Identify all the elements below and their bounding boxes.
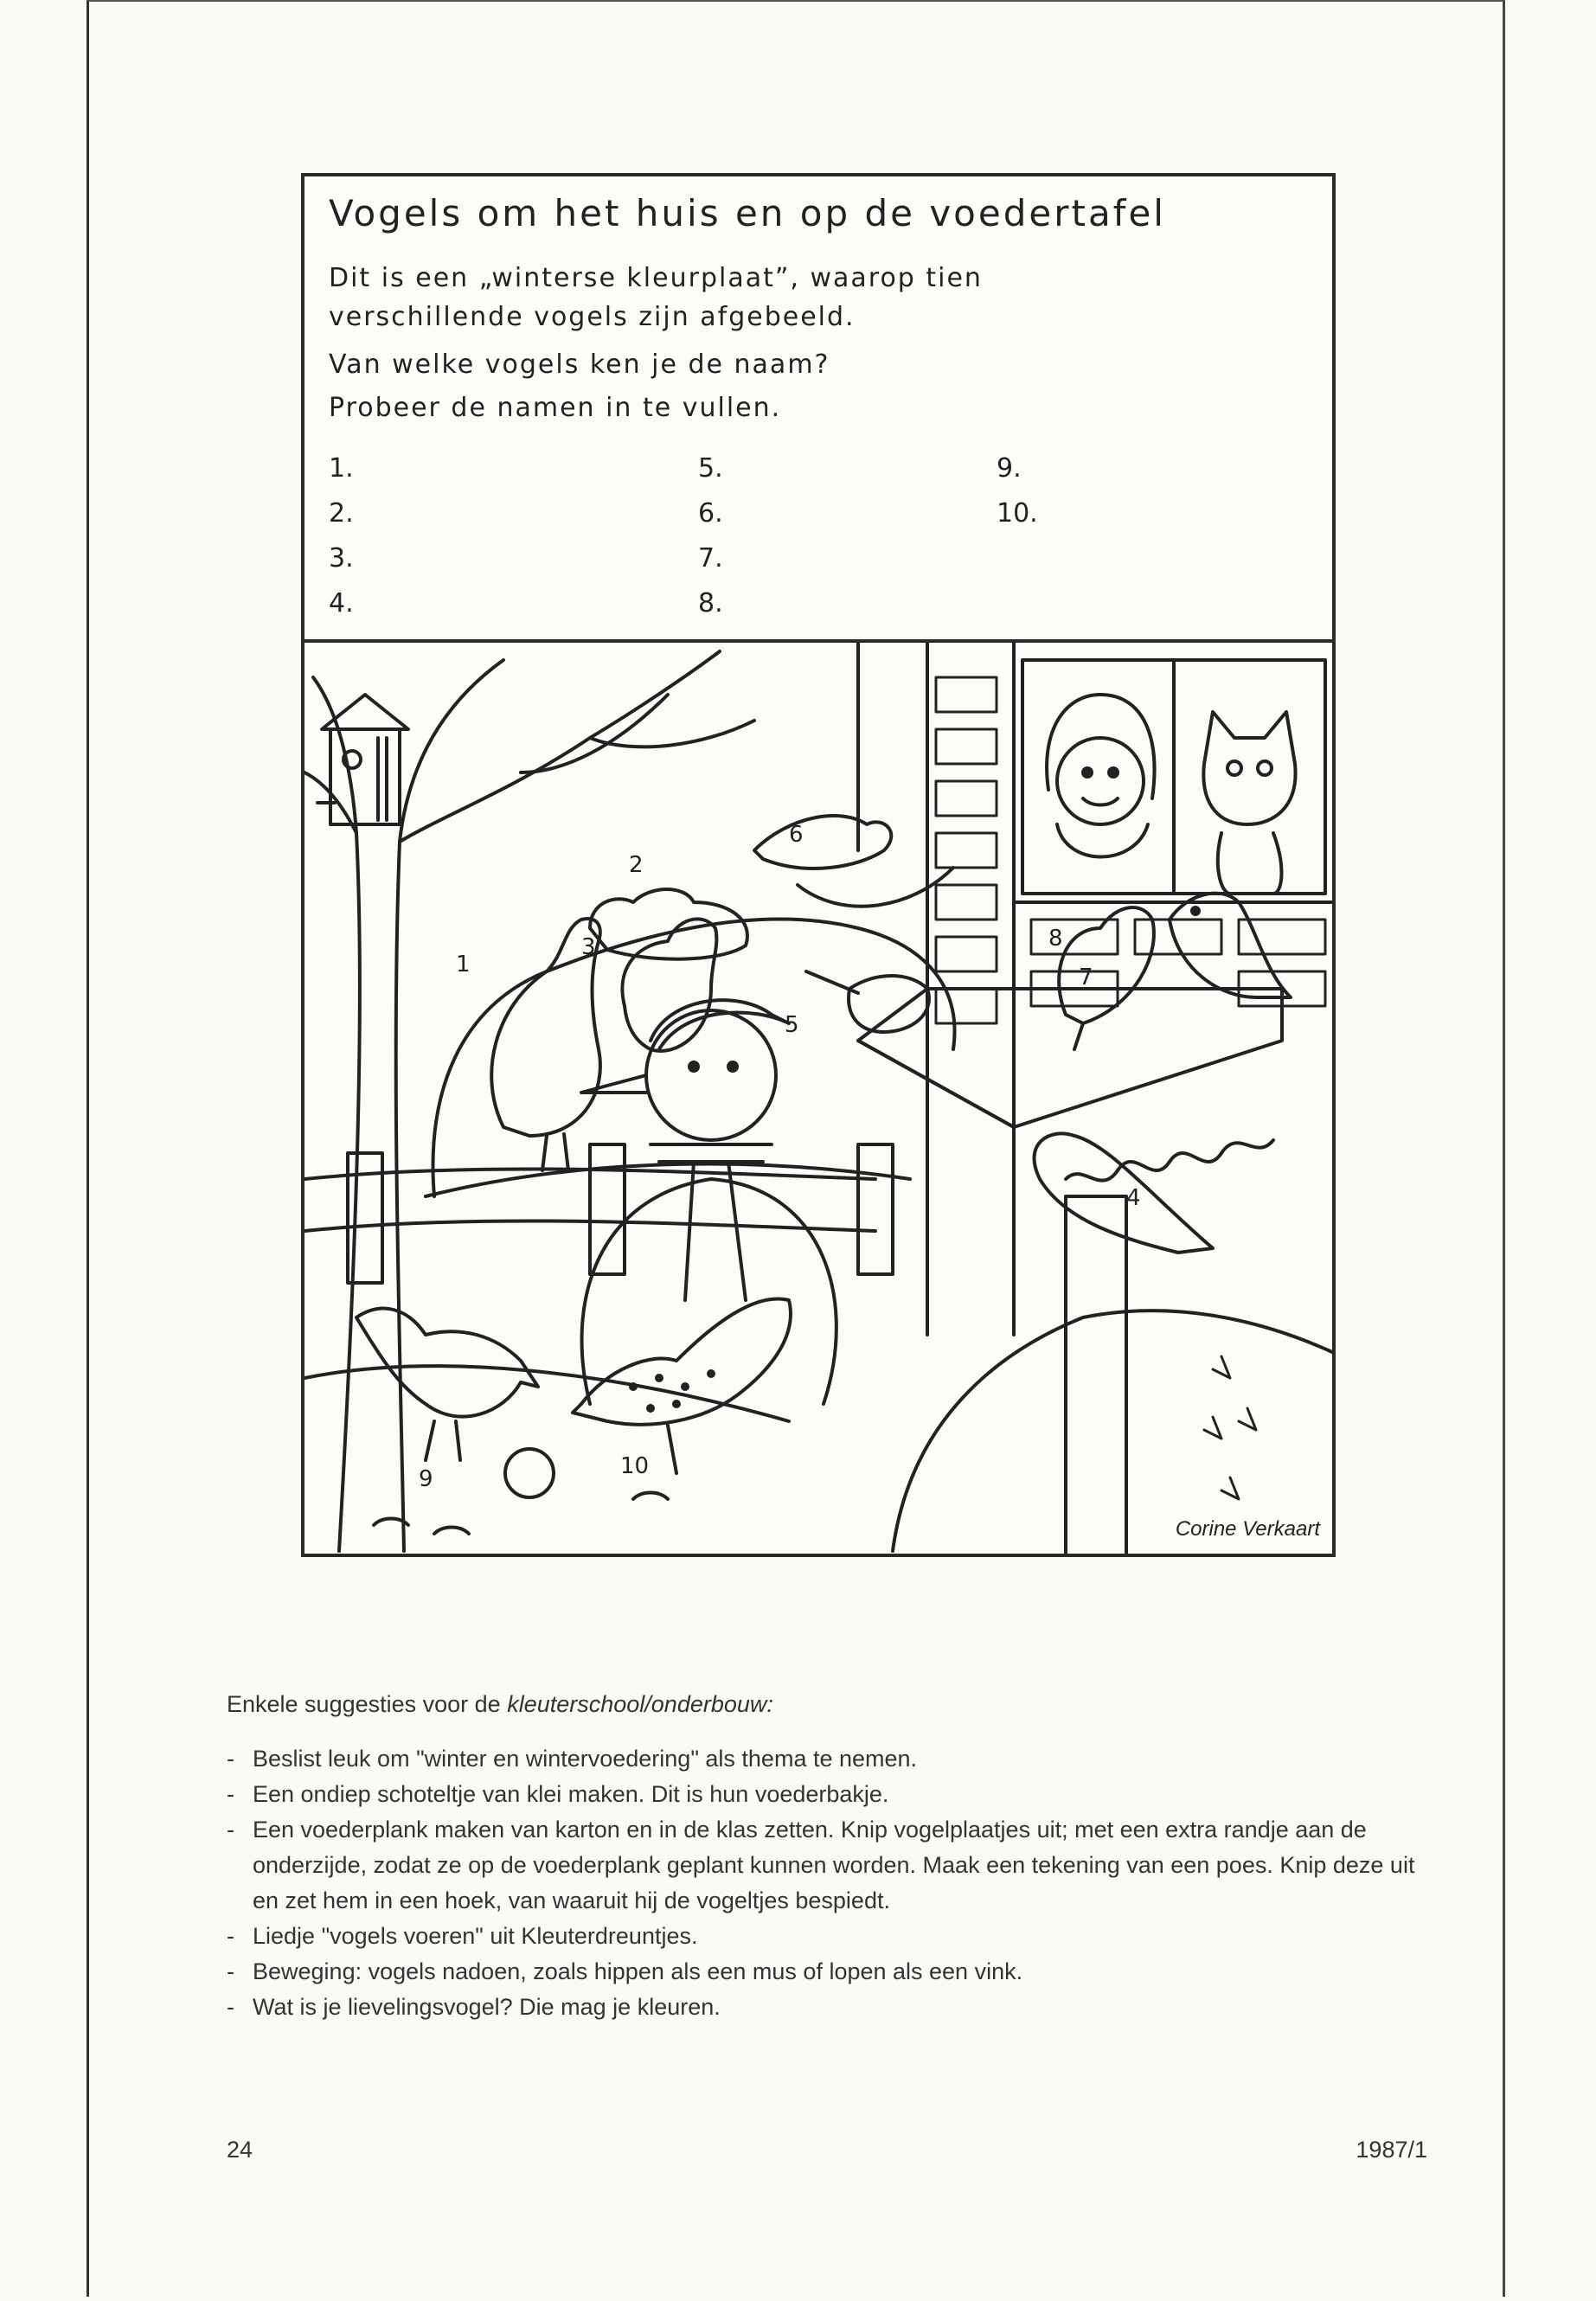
picture-label-9: 9 bbox=[419, 1466, 433, 1492]
instruction-line-2: verschillende vogels zijn afgebeeld. bbox=[329, 302, 856, 332]
picture-label-10: 10 bbox=[620, 1453, 650, 1479]
suggestions-intro bbox=[227, 1687, 1420, 1722]
robin-on-table bbox=[1170, 894, 1291, 997]
winter-bird-illustration bbox=[304, 639, 1332, 1554]
picture-label-8: 8 bbox=[1048, 926, 1063, 952]
answer-number-6: 6. bbox=[698, 498, 723, 529]
blackbird-drawing bbox=[356, 1309, 538, 1460]
goose-drawing-2 bbox=[622, 919, 716, 1051]
thrush-drawing bbox=[573, 1298, 791, 1473]
suggestions-list bbox=[227, 1741, 1420, 2025]
picture-label-4: 4 bbox=[1126, 1185, 1141, 1211]
answer-number-5: 5. bbox=[698, 453, 723, 484]
suggestion-item: - Wat is je lievelingsvogel? Die mag je kleuren. bbox=[227, 1990, 1420, 2025]
answer-number-3: 3. bbox=[329, 543, 354, 574]
answer-number-4: 4. bbox=[329, 588, 354, 619]
issue-number: 1987/1 bbox=[1356, 2137, 1427, 2163]
answer-number-2: 2. bbox=[329, 498, 354, 529]
instruction-line-3: Van welke vogels ken je de naam? bbox=[329, 349, 830, 380]
intro-text: Enkele suggesties voor de bbox=[227, 1691, 508, 1717]
answer-number-1: 1. bbox=[329, 453, 354, 484]
tit-on-post bbox=[1035, 1133, 1213, 1253]
intro-emphasis: kleuterschool/onderbouw: bbox=[507, 1691, 773, 1717]
answer-number-10: 10. bbox=[997, 498, 1038, 529]
suggestion-item: - Beweging: vogels nadoen, zoals hippen als een mus of lopen als een vink. bbox=[227, 1954, 1420, 1990]
suggestion-item: - Liedje "vogels voeren" uit Kleuterdreuntjes. bbox=[227, 1919, 1420, 1954]
feeding-table-drawing bbox=[858, 989, 1282, 1554]
snowman-drawing bbox=[581, 1000, 836, 1404]
suggestion-item: - Een ondiep schoteltje van klei maken. Dit is hun voederbakje. bbox=[227, 1777, 1420, 1812]
suggestions-section bbox=[227, 1687, 1420, 2025]
instruction-line-4: Probeer de namen in te vullen. bbox=[329, 393, 782, 423]
apple-drawing bbox=[505, 1449, 554, 1497]
picture-label-6: 6 bbox=[789, 822, 804, 848]
worksheet bbox=[301, 173, 1336, 1557]
answer-number-7: 7. bbox=[698, 543, 723, 574]
picture-label-5: 5 bbox=[785, 1012, 799, 1038]
picture-label-3: 3 bbox=[581, 934, 596, 960]
worksheet-title: Vogels om het huis en op de voedertafel bbox=[329, 192, 1166, 234]
bird-on-table-1 bbox=[1059, 907, 1154, 1049]
answer-number-8: 8. bbox=[698, 588, 723, 619]
hanging-feeder-drawing bbox=[754, 643, 953, 907]
picture-label-1: 1 bbox=[456, 952, 471, 977]
answer-number-9: 9. bbox=[997, 453, 1022, 484]
window-drawing bbox=[1022, 660, 1325, 894]
illustrator-credit: Corine Verkaart bbox=[1175, 1517, 1320, 1541]
instruction-line-1: Dit is een „winterse kleurplaat”, waarop tien bbox=[329, 263, 983, 293]
page-number: 24 bbox=[227, 2137, 253, 2163]
picture-label-2: 2 bbox=[629, 852, 644, 878]
suggestion-item: - Een voederplank maken van karton en in de klas zetten. Knip vogelplaatjes uit; met een extra randje aan de onderzijde, zodat ze op de voederplank geplant kunnen worden. Maak een tekening van een poes. Knip deze uit en zet hem in een hoek, van waaruit hij de vogeltjes bespiedt. bbox=[227, 1812, 1420, 1919]
suggestion-item: - Beslist leuk om "winter en wintervoedering" als thema te nemen. bbox=[227, 1741, 1420, 1777]
picture-label-7: 7 bbox=[1079, 965, 1093, 990]
